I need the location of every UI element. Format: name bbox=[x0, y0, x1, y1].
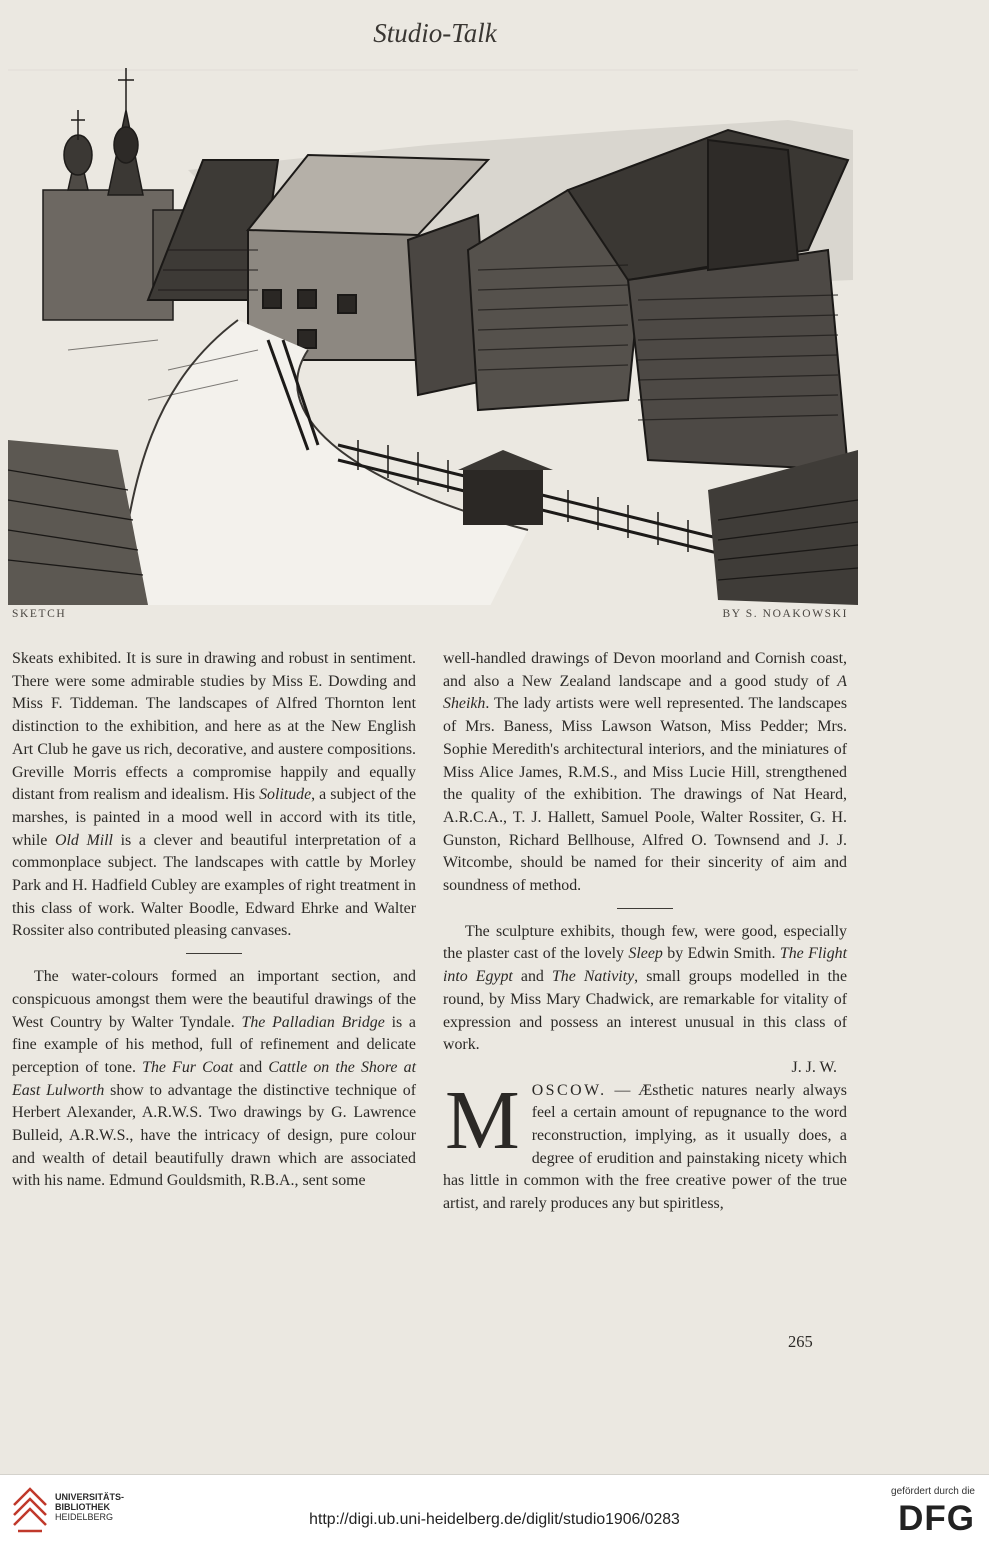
section-divider bbox=[617, 908, 673, 909]
signature: J. J. W. bbox=[791, 1058, 837, 1076]
illustration-caption-title: SKETCH bbox=[12, 608, 67, 620]
footer-bar bbox=[0, 1474, 989, 1547]
funder-note: gefördert durch die bbox=[891, 1486, 975, 1497]
running-head: Studio-Talk bbox=[373, 18, 497, 48]
paragraph: well-handled drawings of Devon moorland and Cornish coast, and also a New Zealand landscape and a good study of A Sheikh. The lady artists were well represented. The landscapes of Mrs. Baness, Miss Lawson Watson, Miss Pedder; Mrs. Sophie Meredith's architectural interiors, and the miniatures of Miss Alice James, R.M.S., and Miss Lucie Hill, strengthened the quality of the exhibition. The drawings of Nat Heard, A.R.C.A., T. J. Hallett, Samuel Poole, Walter Rossiter, G. H. Gunston, Richard Bellhouse, Alfred O. Townsend and J. J. Witcombe, should be named for their sincerity of aim and soundness of method. bbox=[443, 650, 847, 895]
paragraph: Skeats exhibited. It is sure in drawing and robust in sentiment. There were some admirable studies by Miss E. Dowding and Miss F. Tiddeman. The landscapes of Alfred Thornton lent distinction to the exhibition, and here as at the New English Art Club he gave us rich, decorative, and austere compositions. Greville Morris effects a compromise happily and equally distant from realism and idealism. His Solitude, a subject of the marshes, is painted in a mood well in accord with its title, while Old Mill is a clever and beautiful interpretation of a commonplace subject. The landscapes with cattle by Morley Park and H. Hadfield Cubley are examples of right treatment in this class of work. Walter Boodle, Edward Ehrke and Walter Rossiter also contributed pleasing canvases. bbox=[12, 650, 416, 940]
dfg-logo: DFG bbox=[898, 1499, 975, 1538]
left-column bbox=[12, 648, 416, 1193]
drop-cap: M bbox=[445, 1073, 520, 1167]
paragraph: The sculpture exhibits, though few, were good, especially the plaster cast of the lovely Sleep by Edwin Smith. The Flight into Egypt and The Nativity, small groups modelled in the round, by Miss Mary Chadwick, are remarkable for vitality of expression and possess an interest unusual in this class of work. bbox=[443, 922, 848, 1054]
sketch-illustration bbox=[8, 50, 858, 605]
section-divider bbox=[186, 953, 242, 954]
illustration-caption-credit: BY S. NOAKOWSKI bbox=[722, 608, 848, 620]
permalink-url[interactable]: http://digi.ub.uni-heidelberg.de/diglit/studio1906/0283 bbox=[309, 1511, 680, 1528]
paragraph: The water-colours formed an important section, and conspicuous amongst them were the beautiful drawings of the West Country by Walter Tyndale. The Palladian Bridge is a fine example of his method, full of refinement and delicate perception of tone. The Fur Coat and Cattle on the Shore at East Lulworth show to advantage the distinctive technique of Herbert Alexander, A.R.W.S. Two drawings by G. Lawrence Bulleid, A.R.W.S., have the intricacy of design, pure colour and wealth of detail beautifully drawn which are associated with his name. Edmund Gouldsmith, R.B.A., sent some bbox=[12, 968, 417, 1190]
paragraph: MOSCOW. — Æsthetic natures nearly always feel a certain amount of repugnance to the word reconstruction, implying, as it usually does, a degree of erudition and painstaking nicety which has little in common with the free creative power of the true artist, and rarely produces any but spiritless, bbox=[443, 1073, 847, 1213]
right-column bbox=[443, 648, 847, 1216]
page-number: 265 bbox=[788, 1332, 813, 1351]
library-name: UNIVERSITÄTS- BIBLIOTHEK HEIDELBERG bbox=[55, 1492, 125, 1522]
